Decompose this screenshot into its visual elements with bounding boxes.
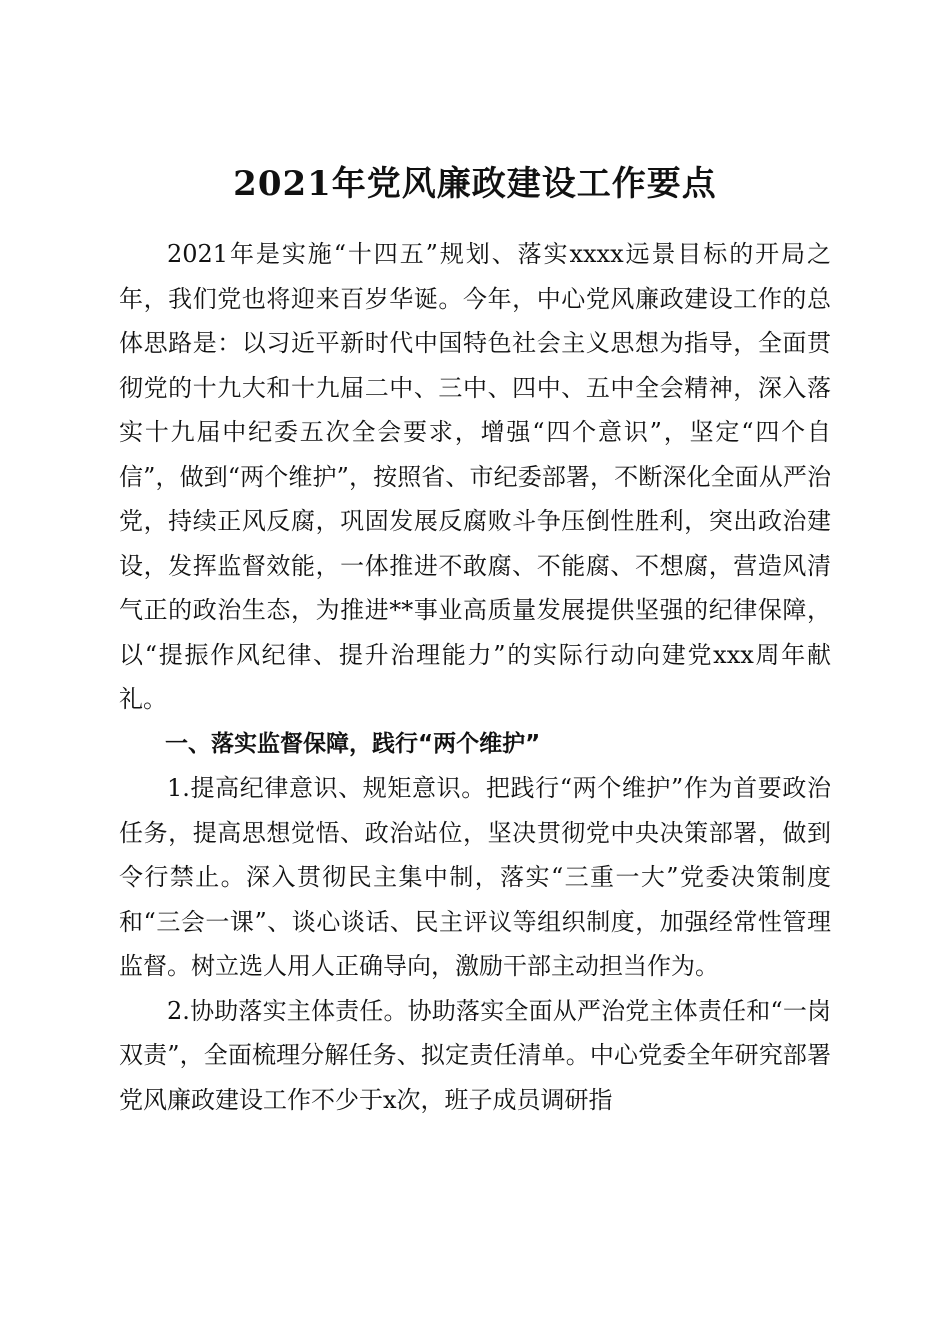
document-title: 2021年党风廉政建设工作要点: [233, 163, 717, 204]
section-heading-1: 一、落实监督保障，践行“两个维护”: [165, 730, 541, 757]
item-paragraph-2: 2.协助落实主体责任。协助落实全面从严治党主体责任和“一岗双责”，全面梳理分解任务、拟定责任清单。中心党委全年研究部署党风廉政建设工作不少于x次，班子成员调研指: [119, 996, 831, 1114]
intro-paragraph: 2021年是实施“十四五”规划、落实xxxx远景目标的开局之年，我们党也将迎来百岁华诞。今年，中心党风廉政建设工作的总体思路是：以习近平新时代中国特色社会主义思想为指导，全面贯彻党的十九大和十九届二中、三中、四中、五中全会精神，深入落实十九届中纪委五次全会要求，增强“四个意识”，坚定“四个自信”，做到“两个维护”，按照省、市纪委部署，不断深化全面从严治党，持续正风反腐，巩固发展反腐败斗争压倒性胜利，突出政治建设，发挥监督效能，一体推进不敢腐、不能腐、不想腐，营造风清气正的政治生态，为推进**事业高质量发展提供坚强的纪律保障，以“提振作风纪律、提升治理能力”的实际行动向建党xxx周年献礼。: [119, 240, 831, 713]
item-paragraph-1: 1.提高纪律意识、规矩意识。把践行“两个维护”作为首要政治任务，提高思想觉悟、政治站位，坚决贯彻党中央决策部署，做到令行禁止。深入贯彻民主集中制，落实“三重一大”党委决策制度和“三会一课”、谈心谈话、民主评议等组织制度，加强经常性管理监督。树立选人用人正确导向，激励干部主动担当作为。: [119, 774, 831, 980]
document-body: [119, 232, 831, 1122]
